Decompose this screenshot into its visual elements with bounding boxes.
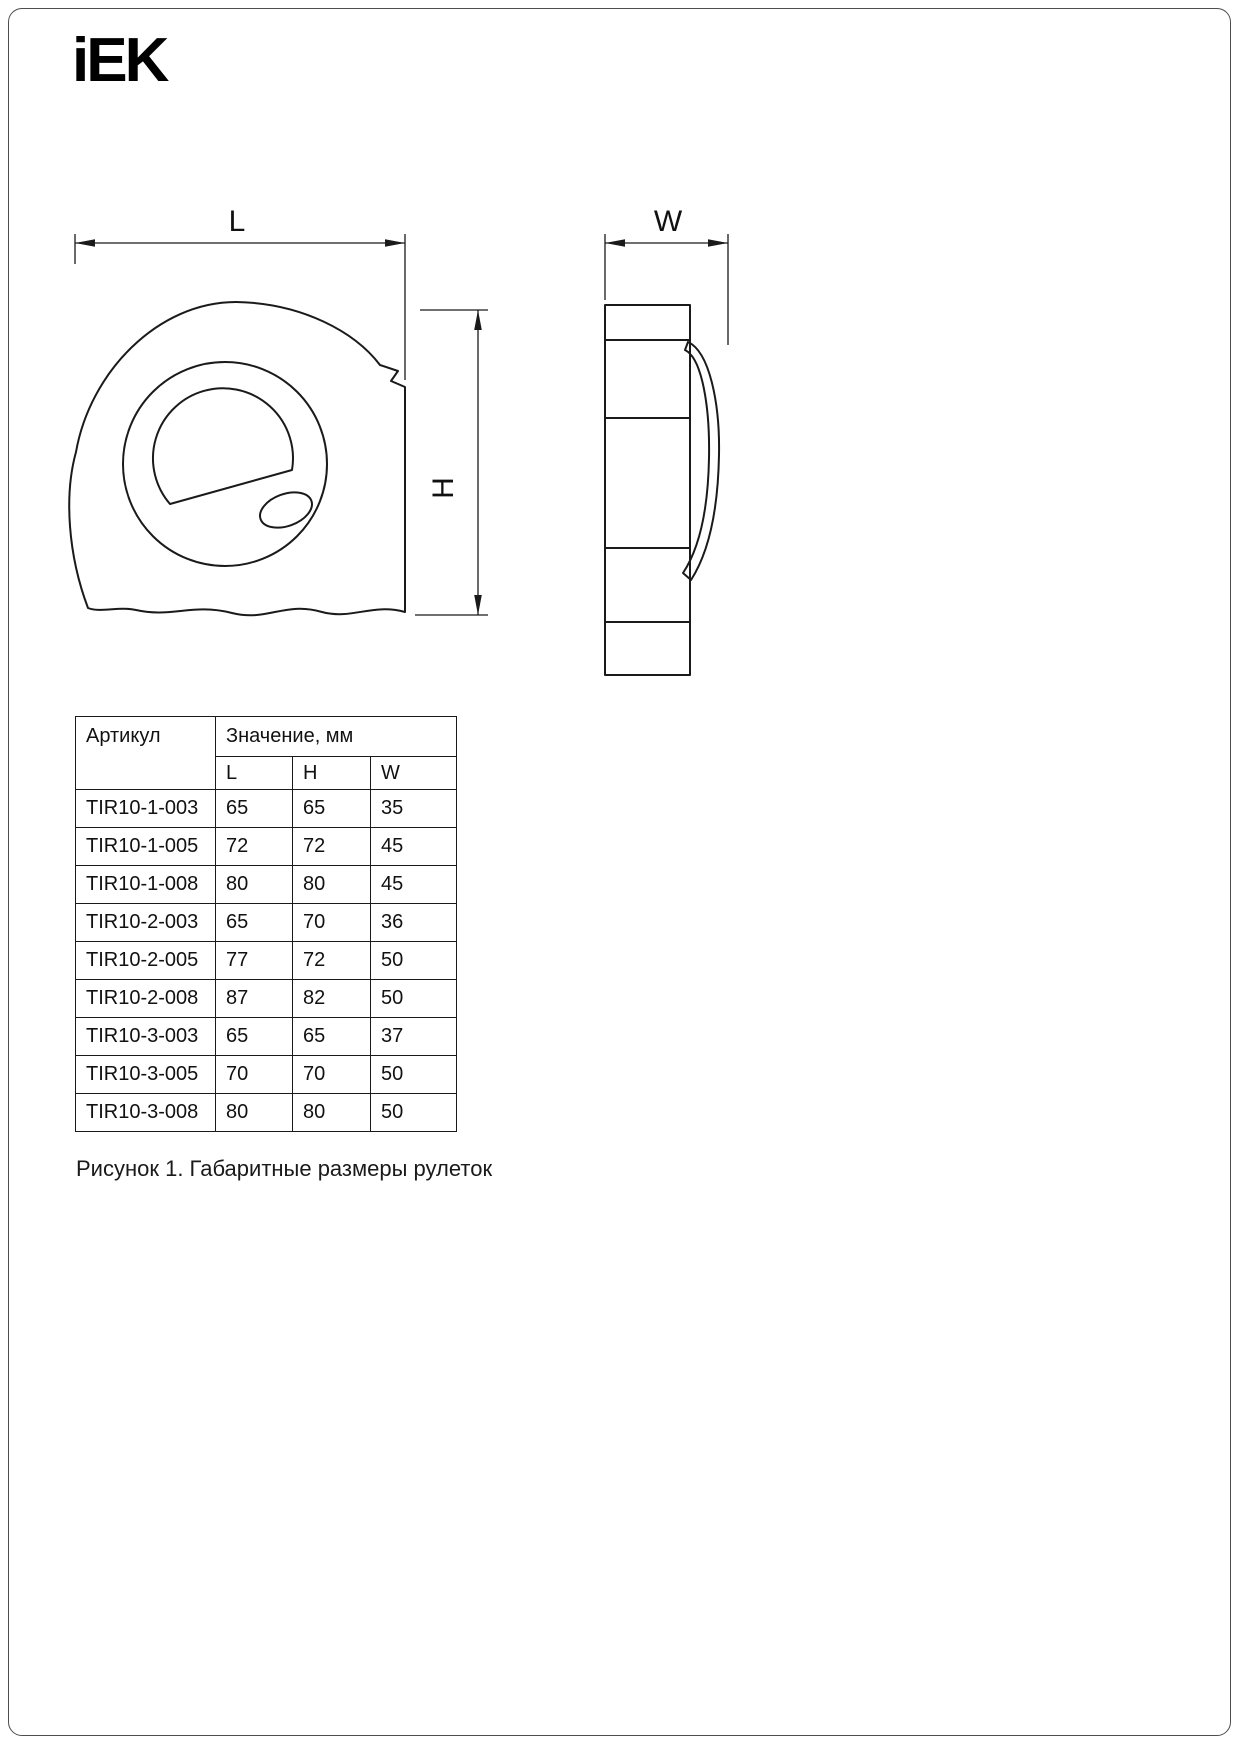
w-cell: 50 xyxy=(371,1056,457,1094)
l-cell: 65 xyxy=(216,790,293,828)
w-cell: 45 xyxy=(371,866,457,904)
subheader-h: H xyxy=(293,757,371,790)
table-row xyxy=(76,1018,457,1056)
label-w: W xyxy=(653,205,683,238)
article-cell: TIR10-2-008 xyxy=(76,980,216,1018)
dimension-h xyxy=(415,310,488,615)
figure-caption: Рисунок 1. Габаритные размеры рулеток xyxy=(76,1156,493,1181)
w-cell: 50 xyxy=(371,1094,457,1132)
h-cell: 65 xyxy=(293,1018,371,1056)
table-row xyxy=(76,1056,457,1094)
dimensions-table xyxy=(75,716,457,1132)
w-cell: 45 xyxy=(371,828,457,866)
h-cell: 70 xyxy=(293,1056,371,1094)
l-cell: 80 xyxy=(216,866,293,904)
article-cell: TIR10-1-005 xyxy=(76,828,216,866)
figure-drawing xyxy=(40,200,800,700)
w-cell: 37 xyxy=(371,1018,457,1056)
article-cell: TIR10-2-003 xyxy=(76,904,216,942)
h-cell: 70 xyxy=(293,904,371,942)
w-cell: 35 xyxy=(371,790,457,828)
body-outline xyxy=(69,302,405,615)
side-body xyxy=(605,305,690,675)
table-row xyxy=(76,904,457,942)
reel-inner-circle xyxy=(153,388,293,504)
l-cell: 87 xyxy=(216,980,293,1018)
l-cell: 72 xyxy=(216,828,293,866)
l-cell: 65 xyxy=(216,1018,293,1056)
w-cell: 50 xyxy=(371,942,457,980)
lock-button xyxy=(255,486,317,535)
subheader-l: L xyxy=(216,757,293,790)
article-cell: TIR10-3-005 xyxy=(76,1056,216,1094)
l-cell: 65 xyxy=(216,904,293,942)
belt-clip xyxy=(683,342,719,580)
iek-logo: iEK xyxy=(72,26,167,95)
h-cell: 82 xyxy=(293,980,371,1018)
table-row xyxy=(76,828,457,866)
table-row xyxy=(76,942,457,980)
h-cell: 80 xyxy=(293,866,371,904)
table-row xyxy=(76,980,457,1018)
article-cell: TIR10-1-003 xyxy=(76,790,216,828)
dimension-w xyxy=(605,205,728,345)
l-cell: 70 xyxy=(216,1056,293,1094)
label-h: H xyxy=(427,477,460,499)
article-cell: TIR10-3-003 xyxy=(76,1018,216,1056)
l-cell: 77 xyxy=(216,942,293,980)
w-cell: 50 xyxy=(371,980,457,1018)
article-column-header: Артикул xyxy=(76,717,216,790)
h-cell: 72 xyxy=(293,942,371,980)
article-cell: TIR10-2-005 xyxy=(76,942,216,980)
label-l: L xyxy=(228,205,246,238)
h-cell: 80 xyxy=(293,1094,371,1132)
table-row xyxy=(76,1094,457,1132)
table-row xyxy=(76,790,457,828)
article-cell: TIR10-1-008 xyxy=(76,866,216,904)
h-cell: 65 xyxy=(293,790,371,828)
article-cell: TIR10-3-008 xyxy=(76,1094,216,1132)
table-header-row xyxy=(76,717,457,757)
l-cell: 80 xyxy=(216,1094,293,1132)
tape-measure-front-view xyxy=(69,302,405,615)
tape-measure-diagram xyxy=(40,200,800,700)
table-row xyxy=(76,866,457,904)
value-column-header: Значение, мм xyxy=(216,717,457,757)
w-cell: 36 xyxy=(371,904,457,942)
subheader-w: W xyxy=(371,757,457,790)
h-cell: 72 xyxy=(293,828,371,866)
tape-measure-side-view xyxy=(605,305,719,675)
